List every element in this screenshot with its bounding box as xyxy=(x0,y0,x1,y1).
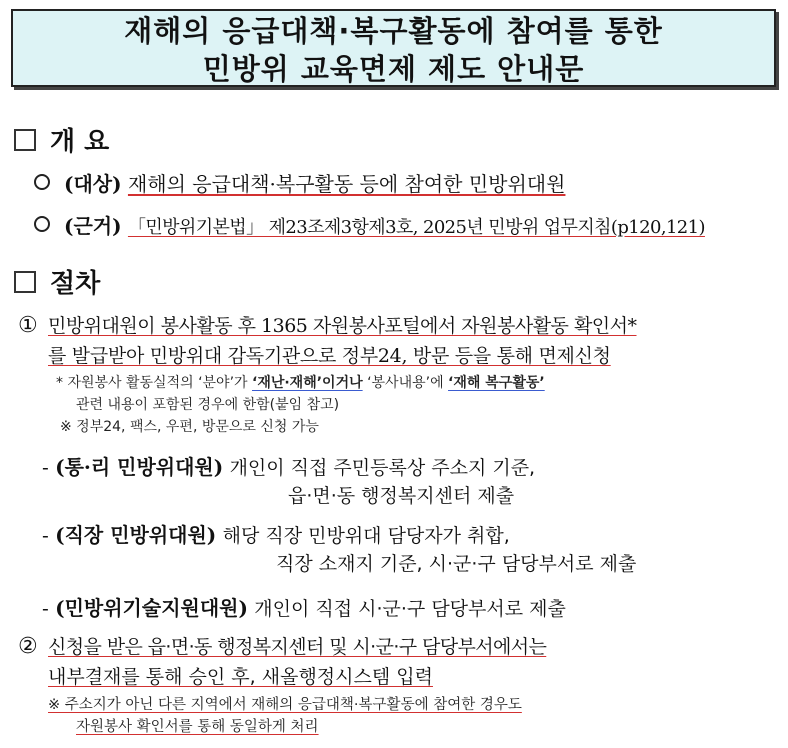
note3-text-1: ※ 주소지가 아닌 다른 지역에서 재해의 응급대책·복구활동에 참여한 경우도 xyxy=(48,697,522,713)
step1-text-1: 민방위대원이 봉사활동 후 1365 자원봉사포털에서 자원봉사활동 확인서* xyxy=(48,315,637,337)
overview-heading-text: 개 요 xyxy=(50,127,110,157)
sub3-text-1: 개인이 직접 시·군·구 담당부서로 제출 xyxy=(254,598,566,620)
sub3-line1 xyxy=(42,592,566,621)
dash-bullet: - xyxy=(42,596,49,620)
note2 xyxy=(60,416,319,436)
note1-part-a: * 자원봉사 활동실적의 ‘분야’가 xyxy=(56,375,252,391)
overview-item-target xyxy=(34,168,565,197)
sub1-label: (통·리 민방위대원) xyxy=(55,455,224,479)
sub1-line2 xyxy=(288,481,514,508)
sub3-label: (민방위기술지원대원) xyxy=(55,596,248,620)
note2-text: ※ 정부24, 팩스, 우편, 방문으로 신청 가능 xyxy=(60,419,319,435)
basis-label: (근거) xyxy=(64,214,122,238)
step1-number: ① xyxy=(18,313,38,338)
sub2-line2 xyxy=(276,549,636,576)
sub2-line1 xyxy=(42,519,510,548)
note3-line1 xyxy=(48,693,522,714)
procedure-heading xyxy=(14,263,100,300)
note1-part-b: ‘재난·재해’이거나 xyxy=(252,375,363,391)
checkbox-square-icon xyxy=(14,129,36,151)
sub2-text-1: 해당 직장 민방위대 담당자가 취합, xyxy=(222,525,510,547)
checkbox-square-icon xyxy=(14,271,36,293)
note3-text-2: 자원봉사 확인서를 통해 동일하게 처리 xyxy=(76,719,319,735)
note1-part-c: ‘봉사내용’에 xyxy=(362,375,449,391)
note1-part-d: ‘재해 복구활동’ xyxy=(448,375,545,391)
basis-text: 「민방위기본법」 제23조제3항제3호, 2025년 민방위 업무지침(p120,121) xyxy=(127,217,705,238)
step1-line1 xyxy=(18,311,637,338)
note1-line2 xyxy=(76,394,339,414)
sub2-label: (직장 민방위대원) xyxy=(55,523,217,547)
circle-bullet-icon xyxy=(34,174,50,190)
step2-line2 xyxy=(48,662,433,689)
note1-line1 xyxy=(56,372,545,392)
note3-line2 xyxy=(76,715,319,736)
step2-line1 xyxy=(18,632,546,659)
step1-text-2: 를 발급받아 민방위대 감독기관으로 정부24, 방문 등을 통해 면제신청 xyxy=(48,345,611,367)
step2-number: ② xyxy=(18,634,38,659)
sub1-text-1: 개인이 직접 주민등록상 주소지 기준, xyxy=(229,457,536,479)
title-line-2: 민방위 교육면제 제도 안내문 xyxy=(202,52,585,86)
target-label: (대상) xyxy=(64,172,122,196)
step2-text-1: 신청을 받은 읍·면·동 행정복지센터 및 시·군·구 담당부서에서는 xyxy=(48,636,547,658)
note1-text-2: 관련 내용이 포함된 경우에 한함(붙임 참고) xyxy=(76,397,340,413)
step1-line2 xyxy=(48,341,611,368)
procedure-heading-text: 절차 xyxy=(50,269,101,299)
dash-bullet: - xyxy=(42,523,49,547)
title-box xyxy=(11,9,776,87)
circle-bullet-icon xyxy=(34,216,50,232)
dash-bullet: - xyxy=(42,455,49,479)
step2-text-2: 내부결재를 통해 승인 후, 새올행정시스템 입력 xyxy=(48,666,433,688)
sub1-text-2: 읍·면·동 행정복지센터 제출 xyxy=(288,485,515,507)
sub2-text-2: 직장 소재지 기준, 시·군·구 담당부서로 제출 xyxy=(276,553,637,575)
title-line-1: 재해의 응급대책·복구활동에 참여를 통한 xyxy=(124,14,663,48)
overview-item-basis xyxy=(34,210,705,239)
sub1-line1 xyxy=(42,451,535,480)
target-text: 재해의 응급대책·복구활동 등에 참여한 민방위대원 xyxy=(127,172,566,196)
overview-heading xyxy=(14,121,109,158)
